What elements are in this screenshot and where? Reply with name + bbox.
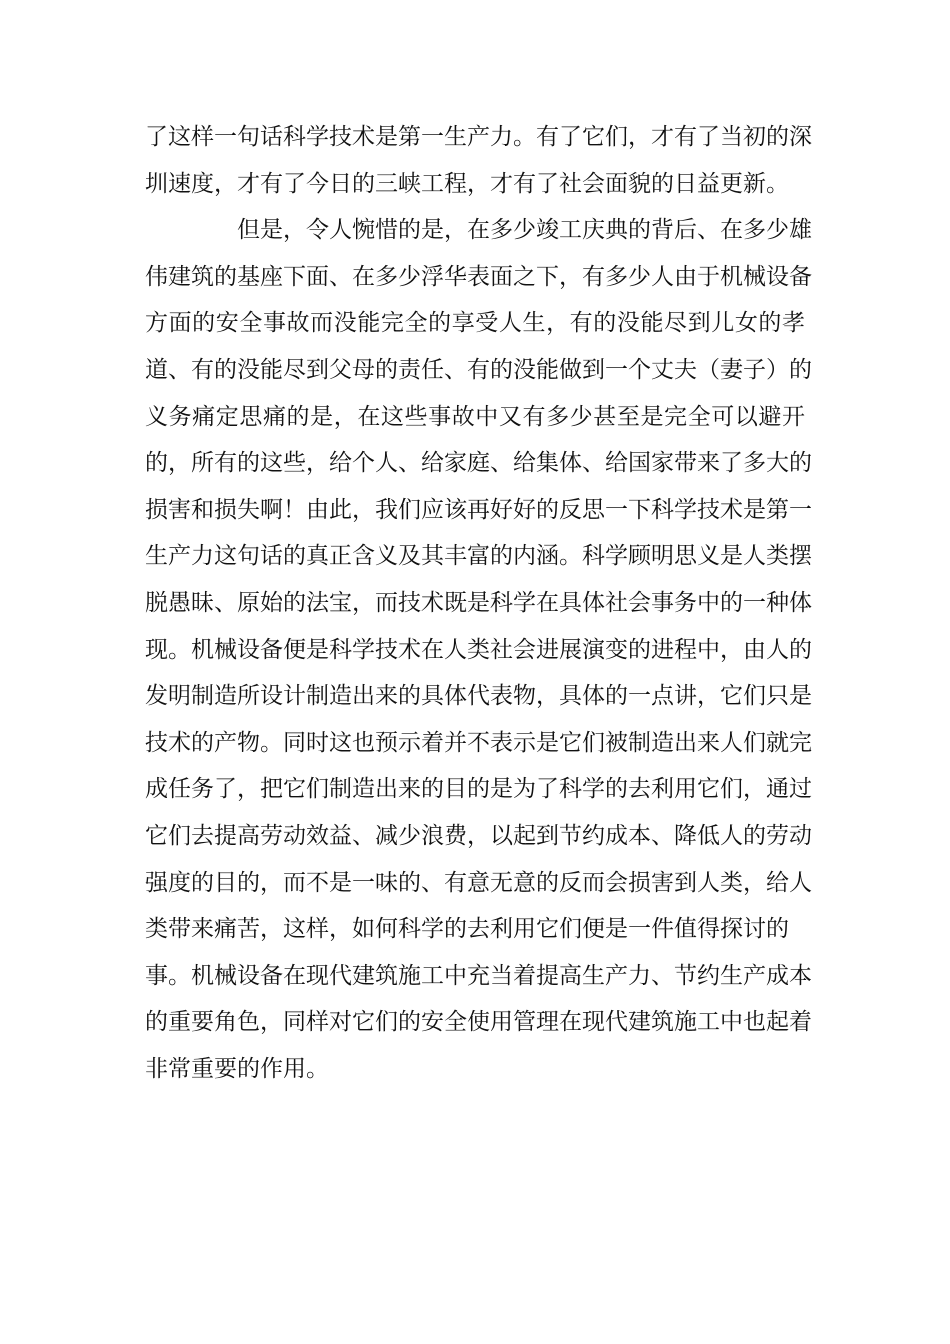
text-line: 义务痛定思痛的是，在这些事故中又有多少甚至是完全可以避开: [145, 403, 805, 430]
text-line: 的重要角色，同样对它们的安全使用管理在现代建筑施工中也起着: [145, 1009, 812, 1036]
text-line: 发明制造所设计制造出来的具体代表物，具体的一点讲，它们只是: [145, 683, 812, 710]
paragraph-end-line: 圳速度，才有了今日的三峡工程，才有了社会面貌的日益更新。: [145, 170, 789, 197]
text-line: 方面的安全事故而没能完全的享受人生，有的没能尽到儿女的孝: [145, 310, 805, 337]
text-line: 道、有的没能尽到父母的责任、有的没能做到一个丈夫（妻子）的: [145, 356, 812, 383]
text-line: 伟建筑的基座下面、在多少浮华表面之下，有多少人由于机械设备: [145, 263, 812, 290]
text-line: 它们去提高劳动效益、减少浪费，以起到节约成本、降低人的劳动: [145, 822, 812, 849]
text-line: 的，所有的这些，给个人、给家庭、给集体、给国家带来了多大的: [145, 450, 812, 477]
text-line: 现。机械设备便是科学技术在人类社会进展演变的进程中，由人的: [145, 636, 812, 663]
text-line: 损害和损失啊！由此，我们应该再好好的反思一下科学技术是第一: [145, 496, 812, 523]
paragraph-start-line: 但是，令人惋惜的是，在多少竣工庆典的背后、在多少雄: [237, 217, 812, 244]
text-line: 事。机械设备在现代建筑施工中充当着提高生产力、节约生产成本: [145, 962, 812, 989]
text-line: 强度的目的，而不是一味的、有意无意的反而会损害到人类，给人: [145, 869, 812, 896]
text-line: 脱愚昧、原始的法宝，而技术既是科学在具体社会事务中的一种体: [145, 589, 812, 616]
text-line: 类带来痛苦，这样，如何科学的去利用它们便是一件值得探讨的: [145, 916, 789, 943]
text-line: 生产力这句话的真正含义及其丰富的内涵。科学顾明思义是人类摆: [145, 543, 812, 570]
text-line: 了这样一句话科学技术是第一生产力。有了它们，才有了当初的深: [145, 124, 812, 150]
text-line: 技术的产物。同时这也预示着并不表示是它们被制造出来人们就完: [145, 729, 812, 756]
body-text: [145, 114, 812, 1092]
paragraph-end-line: 非常重要的作用。: [145, 1055, 329, 1082]
text-line: 成任务了，把它们制造出来的目的是为了科学的去利用它们，通过: [145, 776, 812, 803]
